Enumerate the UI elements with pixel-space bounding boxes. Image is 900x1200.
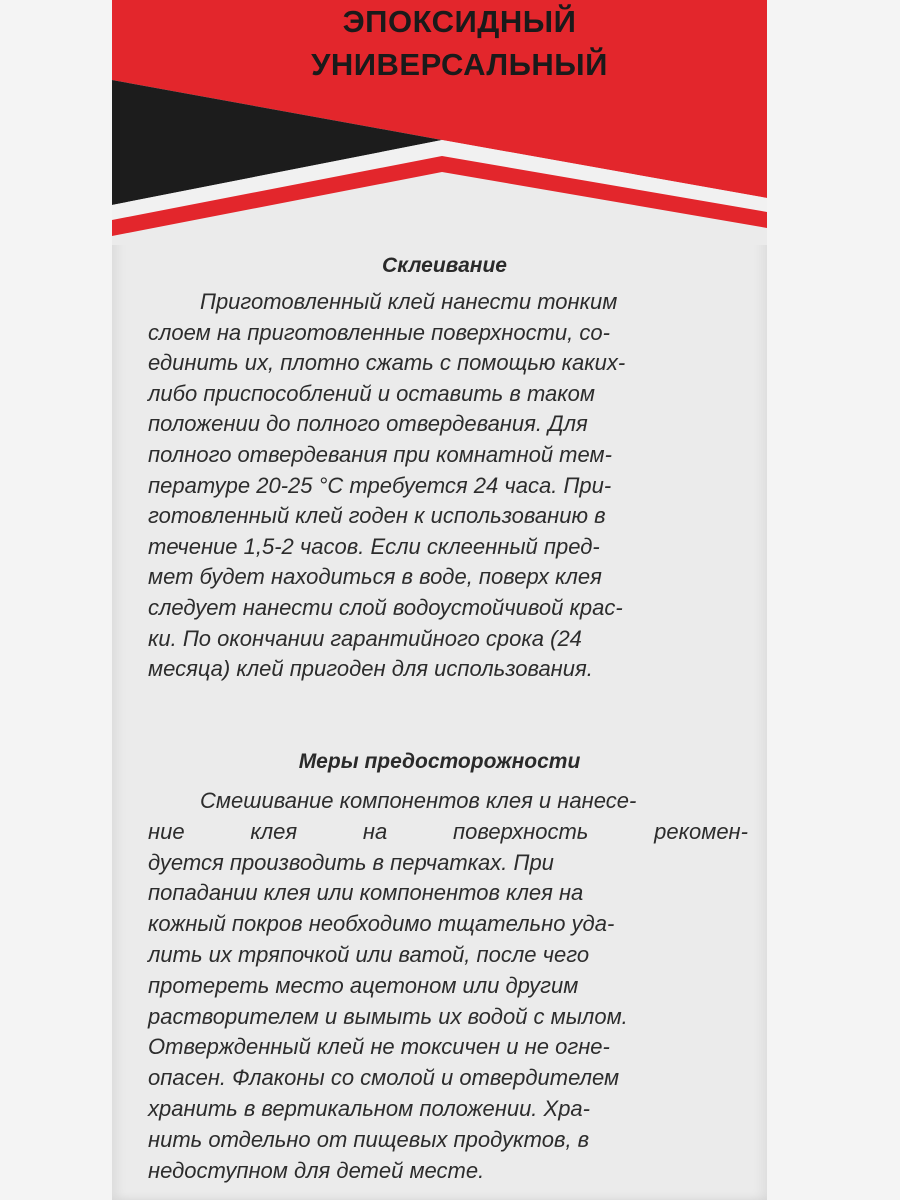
precautions-line: попадании клея или компонентов клея на xyxy=(148,880,584,906)
gluing-line: мет будет находиться в воде, поверх клея xyxy=(148,564,602,590)
precautions-line: Отвержденный клей не токсичен и не огне- xyxy=(148,1034,610,1060)
precautions-line: опасен. Флаконы со смолой и отвердителем xyxy=(148,1065,620,1091)
precautions-line: Смешивание компонентов клея и нанесе- xyxy=(200,788,637,813)
precautions-line: кожный покров необходимо тщательно уда- xyxy=(148,911,615,937)
gluing-line: Приготовленный клей нанести тонким xyxy=(200,289,618,314)
precautions-line: нить отдельно от пищевых продуктов, в xyxy=(148,1126,590,1152)
gluing-line: месяца) клей пригоден для использования. xyxy=(148,656,593,682)
precautions-text xyxy=(148,786,748,1186)
gluing-line: готовленный клей годен к использованию в xyxy=(148,503,606,529)
precautions-line: лить их тряпочкой или ватой, после чего xyxy=(148,941,590,967)
gluing-line: полного отвердевания при комнатной тем- xyxy=(148,441,612,467)
precautions-line: протереть место ацетоном или другим xyxy=(148,972,579,998)
precautions-line: растворителем и вымыть их водой с мылом. xyxy=(148,1003,628,1029)
package-side xyxy=(112,0,767,1200)
product-title-line1: ЭПОКСИДНЫЙ xyxy=(342,4,577,39)
precautions-heading: Меры предосторожности xyxy=(298,750,581,773)
gluing-line: ки. По окончании гарантийного срока (24 xyxy=(148,625,582,651)
gluing-line: слоем на приготовленные поверхности, со- xyxy=(148,319,610,345)
gluing-line: пературе 20-25 °С требуется 24 часа. При- xyxy=(148,472,612,498)
product-title-line2: УНИВЕРСАЛЬНЫЙ xyxy=(311,47,608,82)
precautions-line: дуется производить в перчатках. При xyxy=(148,849,554,875)
gluing-line: единить их, плотно сжать с помощью каких- xyxy=(148,350,626,376)
gluing-line: либо приспособлений и оставить в таком xyxy=(148,380,595,406)
gluing-line: течение 1,5-2 часов. Если склеенный пред- xyxy=(148,533,600,559)
header-banner xyxy=(112,0,767,245)
gluing-instructions xyxy=(148,287,738,685)
gluing-line: следует нанести слой водоустойчивой крас- xyxy=(148,594,623,620)
gluing-line: положении до полного отвердевания. Для xyxy=(148,411,588,437)
precautions-line: ние клея на поверхность рекомен- xyxy=(148,818,748,844)
precautions-line: недоступном для детей месте. xyxy=(148,1157,485,1183)
gluing-heading: Склеивание xyxy=(382,254,507,277)
precautions-line: хранить в вертикальном положении. Хра- xyxy=(148,1095,590,1121)
